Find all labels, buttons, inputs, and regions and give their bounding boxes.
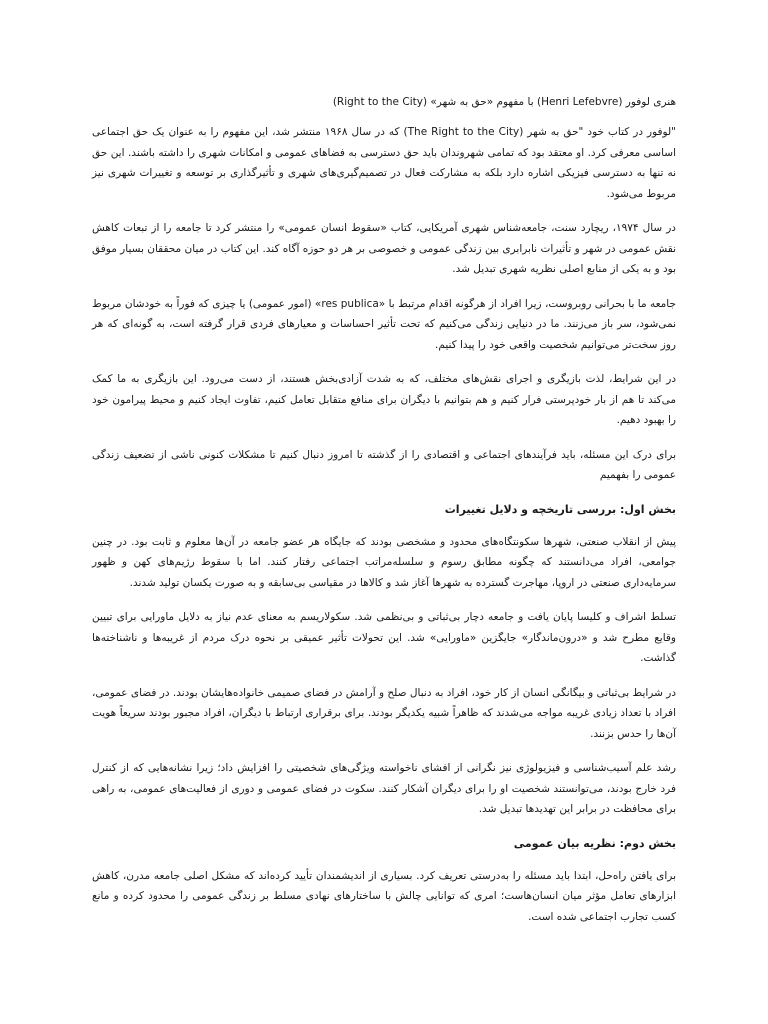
paragraph-res-publica: جامعه ما با بحرانی روبروست، زیرا افراد از هرگونه اقدام مرتبط با «res publica» (امور عمومی) یا چیزی که فوراً به خودشان مربوط نمی‌شود، سر باز می‌زنند. ما در دنیایی زندگی می‌کنیم که تحت تأثیر احساسات و معیارهای فردی قرار گرفته است، به گونه‌ای که هر روز سخت‌تر می‌توانیم شخصیت واقعی خود را پیدا کنیم. bbox=[92, 297, 676, 351]
intro-line: هنری لوفور (Henri Lefebvre) با مفهوم «حق به شهر» (Right to the City) bbox=[332, 96, 676, 108]
section-2-heading: بخش دوم: نظریه بیان عمومی bbox=[513, 836, 676, 850]
paragraph-secularism: تسلط اشراف و کلیسا پایان یافت و جامعه دچار بی‌ثباتی و بی‌نظمی شد. سکولاریسم به معنای عدم نیاز به دلایل ماورایی برای تبیین وقایع مطرح شد و «درون‌ماندگار» جایگزین «ماورایی» شد. این تحولات تأثیر عمیقی بر نحوه درک مردم از غریبه‌ها و ناشناخته‌ها گذاشت. bbox=[92, 611, 676, 664]
paragraph-understanding: برای درک این مسئله، باید فرآیندهای اجتماعی و اقتصادی را از گذشته تا امروز دنبال کنیم تا مشکلات کنونی ناشی از تضعیف زندگی عمومی را بفهمیم bbox=[92, 448, 676, 481]
section-1-heading: بخش اول: بررسی تاریخچه و دلایل تغییرات bbox=[444, 502, 676, 516]
document-page bbox=[92, 92, 676, 941]
paragraph-pathology: رشد علم آسیب‌شناسی و فیزیولوژی نیز نگرانی از افشای ناخواسته ویژگی‌های شخصیتی را افزایش داد؛ زیرا نشانه‌هایی که از کنترل فرد خارج بودند، می‌توانستند شخصیت او را برای دیگران آشکار کنند. سکوت در فضای عمومی و دوری از فعالیت‌های عمومی، به راهی برای محافظت در برابر این تهدیدها تبدیل شد. bbox=[92, 762, 676, 815]
paragraph-sennett: در سال ۱۹۷۴، ریچارد سنت، جامعه‌شناس شهری آمریکایی، کتاب «سقوط انسان عمومی» را منتشر کرد تا جامعه را از تبعات کاهش نقش عمومی در شهر و تأثیرات نابرابری بین زندگی عمومی و خصوصی بر هر دو حوزه آگاه کند. این کتاب در میان محققان بسیار موفق بود و به یکی از منابع اصلی نظریه شهری تبدیل شد. bbox=[92, 222, 676, 275]
paragraph-industrial-revolution: پیش از انقلاب صنعتی، شهرها سکونتگاه‌های محدود و مشخصی بودند که جایگاه هر عضو جامعه در آن‌ها معلوم و ثابت بود. در چنین جوامعی، افراد می‌دانستند که چگونه مطابق رسوم و سلسله‌مراتب اجتماعی رفتار کنند. اما با سقوط رژیم‌های کهن و ظهور سرمایه‌داری صنعتی در اروپا، مهاجرت گسترده به شهرها آغاز شد و کالاها در مقیاسی بی‌سابقه و به صورت یکسان تولید شدند. bbox=[92, 535, 676, 589]
paragraph-lefebvre: "لوفور در کتاب خود "حق به شهر (The Right to the City) که در سال ۱۹۶۸ منتشر شد، این مفهوم را به عنوان یک حق اجتماعی اساسی معرفی کرد. او معتقد بود که تمامی شهروندان باید حق دسترسی به فضاهای عمومی و امکانات شهری را داشته باشند. این حق نه تنها به دسترسی فیزیکی اشاره دارد بلکه به مشارکت فعال در تصمیم‌گیری‌های شهری و تأثیرگذاری بر توسعه و تغییرات شهری نیز مربوط می‌شود. bbox=[92, 126, 676, 200]
paragraph-public-expression: برای یافتن راه‌حل، ابتدا باید مسئله را به‌درستی تعریف کرد. بسیاری از اندیشمندان تأیید کرده‌اند که مشکل اصلی جامعه مدرن، کاهش ابزارهای تعامل مؤثر میان انسان‌هاست؛ امری که توانایی چالش با ساختارهای نهادی مسلط بر زندگی عمومی را محدود کرده و مانع کسب تجارب اجتماعی شده است. bbox=[92, 869, 676, 923]
paragraph-acting: در این شرایط، لذت بازیگری و اجرای نقش‌های مختلف، که به شدت آزادی‌بخش هستند، از دست می‌رود. این بازیگری به ما کمک می‌کند تا هم از بار خودپرستی فرار کنیم و هم بتوانیم با دیگران برای منافع متقابل تعامل کنیم، تفاوت ایجاد کنیم و محیط پیرامون خود را بهبود دهیم. bbox=[92, 373, 676, 426]
paragraph-instability: در شرایط بی‌ثباتی و بیگانگی انسان از کار خود، افراد به دنبال صلح و آرامش در فضای صمیمی خانواده‌هایشان بودند. در فضای عمومی، افراد با تعداد زیادی غریبه مواجه می‌شدند که ظاهراً شبیه یکدیگر بودند. برای برقراری ارتباط با دیگران، افراد مجبور بودند سریعاً هویت آن‌ها را حدس بزنند. bbox=[92, 686, 676, 740]
